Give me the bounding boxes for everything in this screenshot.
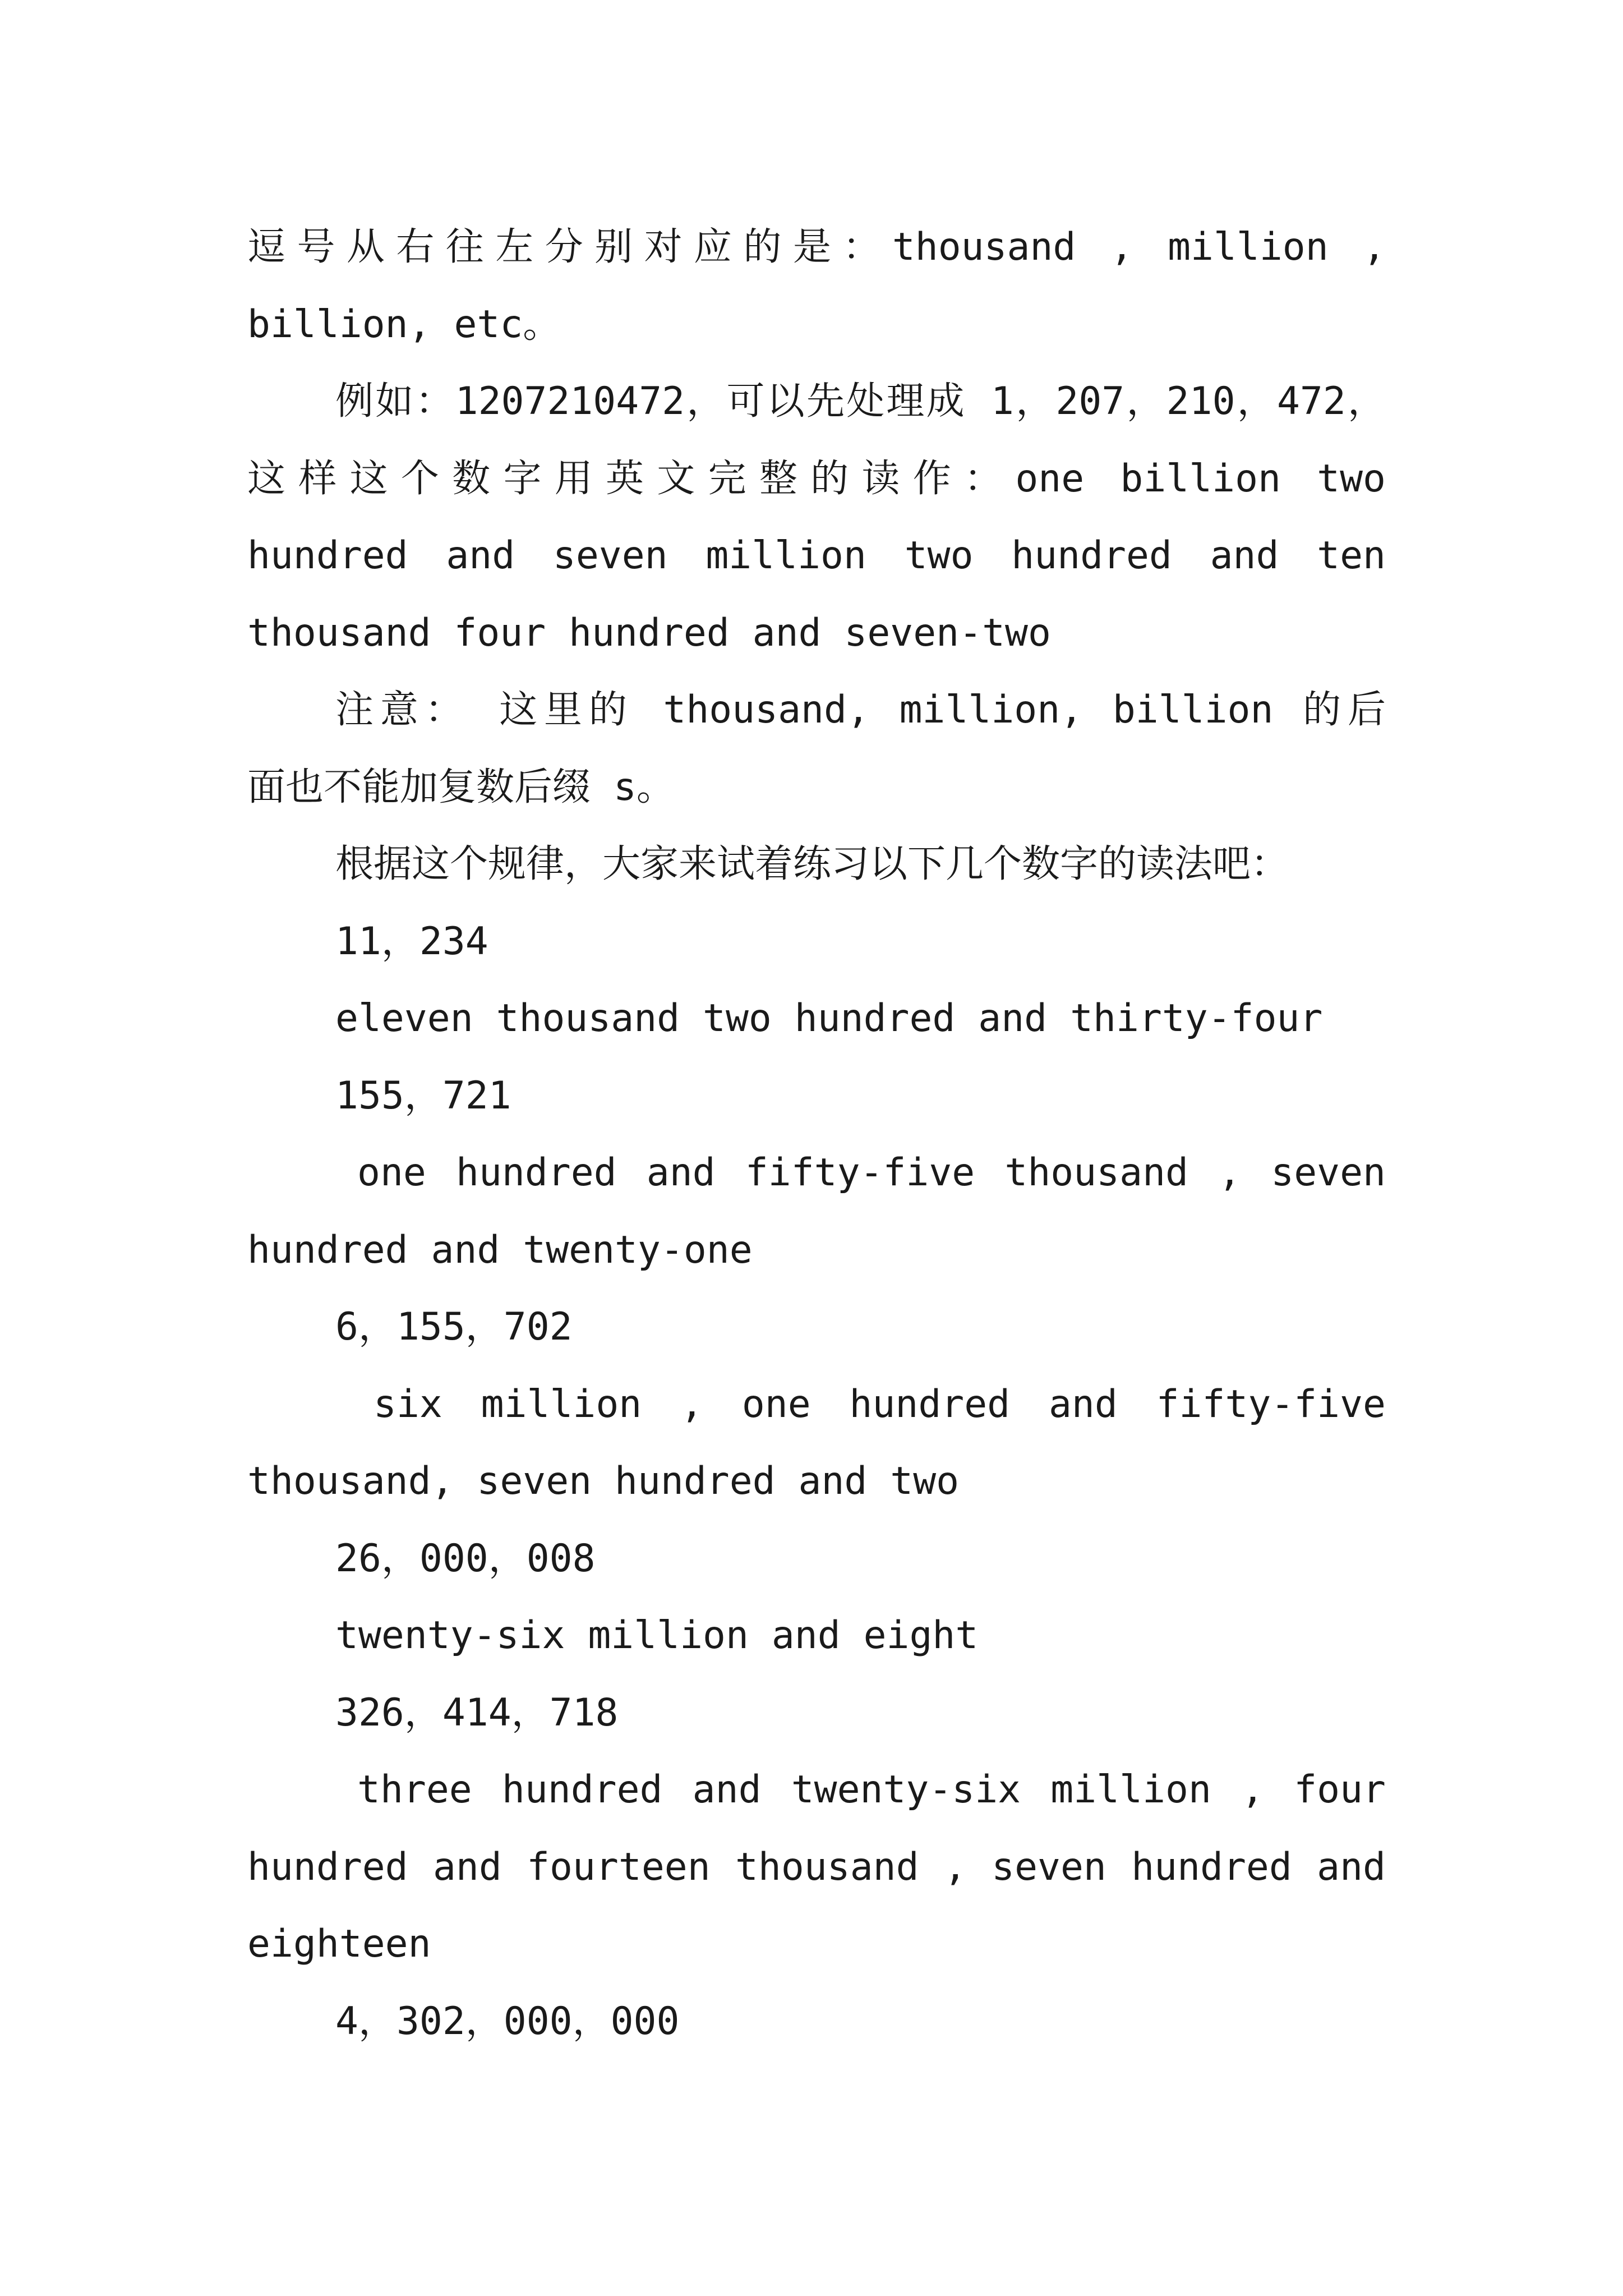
- text-line: 4，302，000，000: [335, 1999, 680, 2044]
- text-line: 例如：1207210472，可以先处理成 1，207，210，472，: [335, 379, 1386, 424]
- text-line: one hundred and fifty-five thousand , seven: [357, 1151, 1386, 1195]
- text-line: 326，414，718: [335, 1690, 619, 1735]
- text-line: eleven thousand two hundred and thirty-four: [335, 996, 1323, 1041]
- text-line: three hundred and twenty-six million , four: [357, 1768, 1386, 1812]
- text-line: 155，721: [335, 1073, 511, 1118]
- text-line: 逗号从右往左分别对应的是：thousand , million ,: [247, 225, 1386, 269]
- text-line: 根据这个规律，大家来试着练习以下几个数字的读法吧：: [335, 842, 1289, 886]
- document-body: [247, 209, 1386, 2060]
- text-line: 注意： 这里的 thousand, million, billion 的后: [335, 688, 1386, 732]
- text-line: hundred and twenty-one: [247, 1227, 753, 1272]
- text-line: twenty-six million and eight: [335, 1613, 979, 1658]
- text-line: 面也不能加复数后缀 s。: [247, 765, 675, 809]
- text-line: 11，234: [335, 919, 488, 964]
- text-line: 6，155，702: [335, 1305, 573, 1349]
- text-line: thousand four hundred and seven-two: [247, 610, 1051, 655]
- text-line: 这样这个数字用英文完整的读作：one billion two: [247, 456, 1386, 501]
- text-line: 26，000，008: [335, 1536, 596, 1581]
- text-line: six million , one hundred and fifty-five: [374, 1382, 1386, 1427]
- text-line: eighteen: [247, 1922, 431, 1966]
- text-line: hundred and fourteen thousand , seven hundred and: [247, 1844, 1386, 1889]
- text-line: thousand, seven hundred and two: [247, 1459, 960, 1503]
- text-line: hundred and seven million two hundred and ten: [247, 533, 1386, 578]
- text-line: billion, etc。: [247, 302, 561, 347]
